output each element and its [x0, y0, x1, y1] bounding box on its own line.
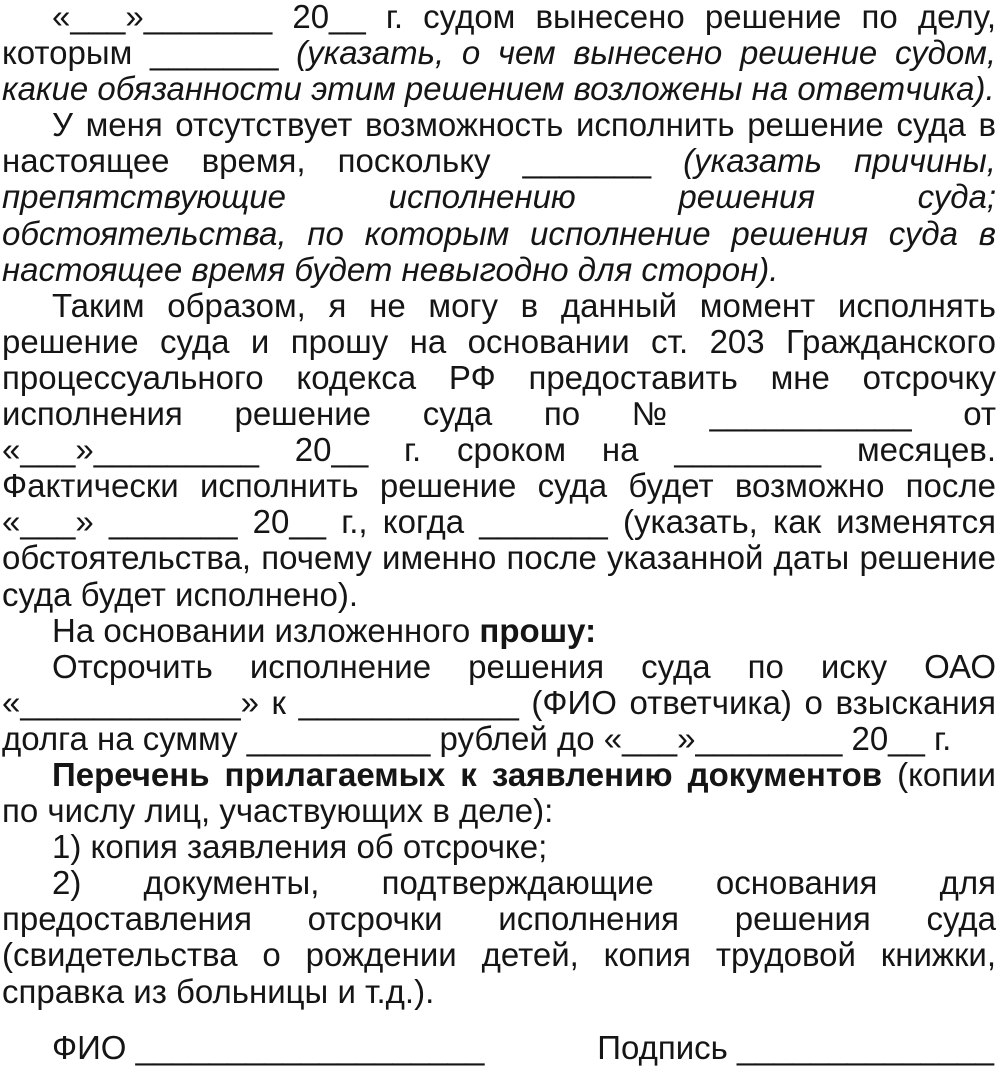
paragraph-text: У меня отсутствует возможность исполнить решение суда в настоящее время, поскольку _______	[2, 106, 996, 180]
bold-text: прошу:	[479, 611, 597, 649]
paragraph-text: 1) копия заявления об отсрочке;	[52, 828, 548, 866]
document-paragraph	[2, 107, 996, 287]
paragraph-text: На основании изложенного	[52, 611, 480, 649]
paragraph-text: «___»_______ 20__ г. судом вынесено решение по делу, которым _______	[2, 0, 996, 72]
paragraph-text: Таким образом, я не могу в данный момент исполнять решение суда и прошу на основании ст. 203 Гражданского процессуального кодекса РФ предоставить мне отсрочку исполнения решение суда по №___________ от «___»_________ 20__ г. сроком на ________ месяцев. Фактически исполнить решение суда будет возможно после «___» _______ 20__ г., когда _______ (указать, как изменятся обстоятельства, почему именно после указанной даты решение суда будет исполнено).	[2, 286, 996, 613]
document-paragraph	[2, 0, 996, 107]
bold-text: Перечень прилагаемых к заявлению документов	[52, 755, 883, 793]
document-paragraph	[2, 288, 996, 613]
italic-instruction: (указать причины, препятствующие исполнению решения суда; обстоятельства, по которым исполнение решения суда в настоящее время будет невыгодно для сторон).	[2, 142, 996, 288]
document-paragraph	[2, 757, 996, 829]
document-body	[2, 0, 996, 1010]
italic-instruction: (указать, о чем вынесено решение судом, какие обязанности этим решением возложены на ответчика).	[2, 34, 996, 108]
document-paragraph	[2, 829, 996, 865]
document-paragraph	[2, 865, 996, 1009]
document-paragraph	[2, 613, 996, 649]
fio-signature-line: ФИО ___________________	[52, 1029, 485, 1066]
signature-line: Подпись ______________	[597, 1029, 994, 1066]
paragraph-text: Отсрочить исполнение решения суда по иску ОАО «____________» к ____________ (ФИО ответчика) о взыскания долга на сумму __________ рублей до «___»________ 20__ г.	[2, 647, 996, 757]
paragraph-text: (копии по числу лиц, участвующих в деле):	[2, 755, 996, 830]
paragraph-text: 2) документы, подтверждающие основания для предоставления отсрочки исполнения решения суда (свидетельства о рождении детей, копия трудовой книжки, справка из больницы и т.д.).	[2, 864, 996, 1010]
signature-block	[52, 1030, 996, 1066]
document-paragraph	[2, 649, 996, 757]
